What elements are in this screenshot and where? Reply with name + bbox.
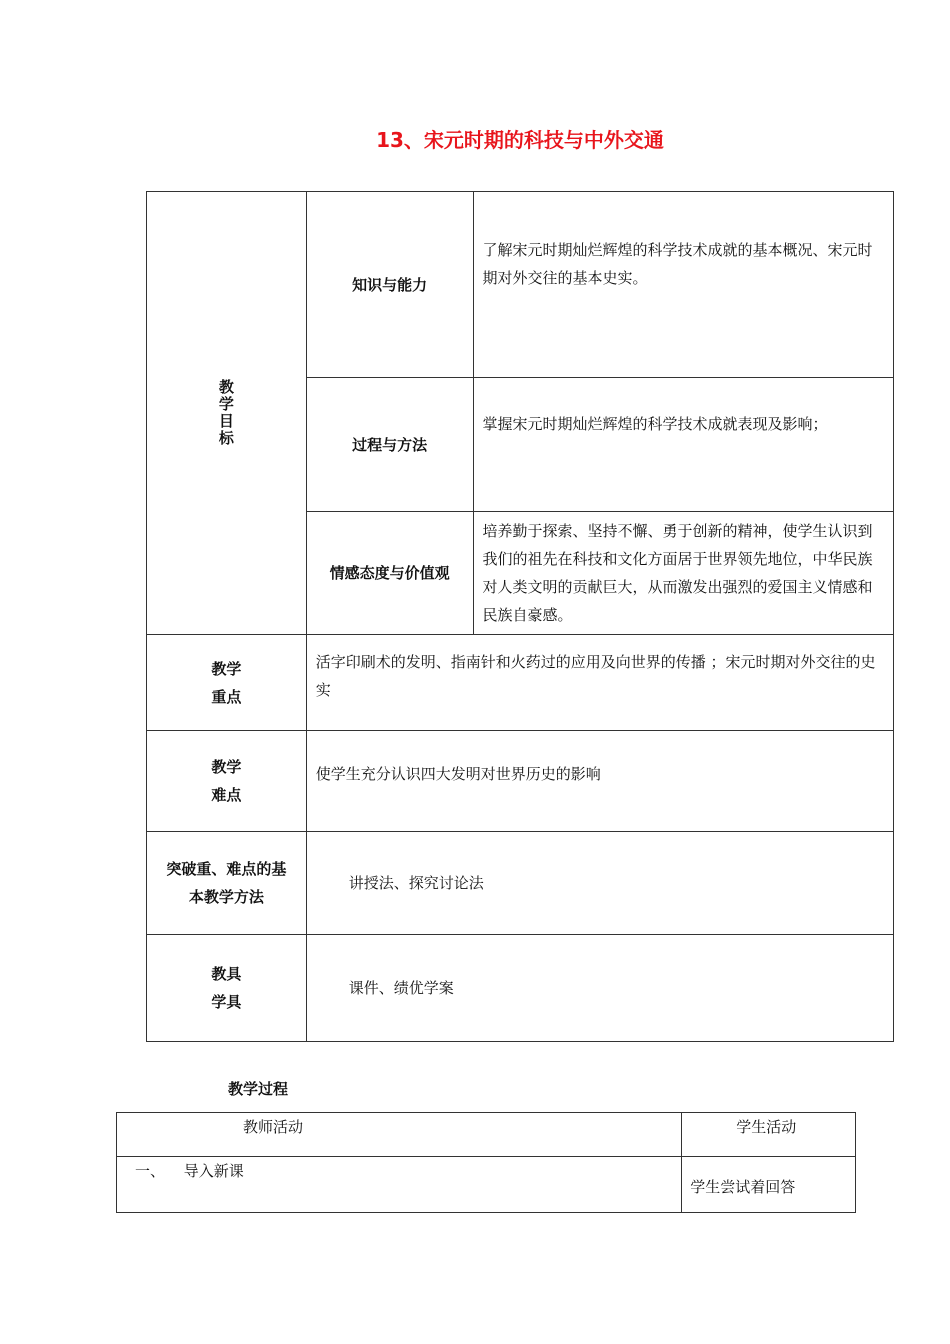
- key-points-content: 活字印刷术的发明、指南针和火药过的应用及向世界的传播 ；宋元时期对外交往的史实: [306, 635, 893, 731]
- process-row-teacher: [117, 1157, 682, 1213]
- process-table: [116, 1112, 856, 1213]
- label-line: 难点: [211, 786, 242, 804]
- student-activity-header: 学生活动: [682, 1113, 856, 1157]
- key-points-label: [147, 635, 307, 731]
- objectives-table: [146, 191, 894, 1042]
- label-line: 教具: [211, 965, 242, 983]
- difficulties-content: 使学生充分认识四大发明对世界历史的影响: [306, 731, 893, 832]
- step-number: 一、: [135, 1162, 166, 1180]
- objective-content-knowledge: 了解宋元时期灿烂辉煌的科学技术成就的基本概况、宋元时期对外交往的基本史实。: [473, 192, 893, 378]
- row-label-char: 标: [218, 429, 234, 447]
- process-row-student: 学生尝试着回答: [682, 1157, 856, 1213]
- objective-content-attitude: 培养勤于探索、坚持不懈、勇于创新的精神，使学生认识到我们的祖先在科技和文化方面居于世界领先地位，中华民族对人类文明的贡献巨大，从而激发出强烈的爱国主义情感和民族自豪感。: [473, 512, 893, 635]
- methods-content: 讲授法、探究讨论法: [306, 832, 893, 935]
- tools-label: [147, 935, 307, 1042]
- label-line: 本教学方法: [188, 888, 264, 906]
- tools-content: 课件、绩优学案: [306, 935, 893, 1042]
- objective-label-attitude: 情感态度与价值观: [306, 512, 473, 635]
- row-label-char: 目: [218, 412, 234, 430]
- process-heading: 教学过程: [228, 1080, 289, 1098]
- objective-label-knowledge: 知识与能力: [306, 192, 473, 378]
- label-line: 教学: [211, 659, 242, 678]
- label-line: 学具: [211, 993, 242, 1011]
- objectives-row-label: [147, 192, 307, 635]
- label-line: 重点: [211, 687, 242, 706]
- methods-label: [147, 832, 307, 935]
- teacher-activity-header: 教师活动: [117, 1113, 682, 1157]
- objective-label-process: 过程与方法: [306, 378, 473, 512]
- step-text: 导入新课: [183, 1162, 244, 1180]
- label-line: 突破重、难点的基: [166, 860, 287, 878]
- difficulties-label: [147, 731, 307, 832]
- row-label-char: 学: [218, 395, 234, 413]
- objective-content-process: 掌握宋元时期灿烂辉煌的科学技术成就表现及影响；: [473, 378, 893, 512]
- row-label-char: 教: [218, 378, 234, 396]
- page-title: 13、宋元时期的科技与中外交通: [376, 128, 664, 152]
- label-line: 教学: [211, 758, 242, 776]
